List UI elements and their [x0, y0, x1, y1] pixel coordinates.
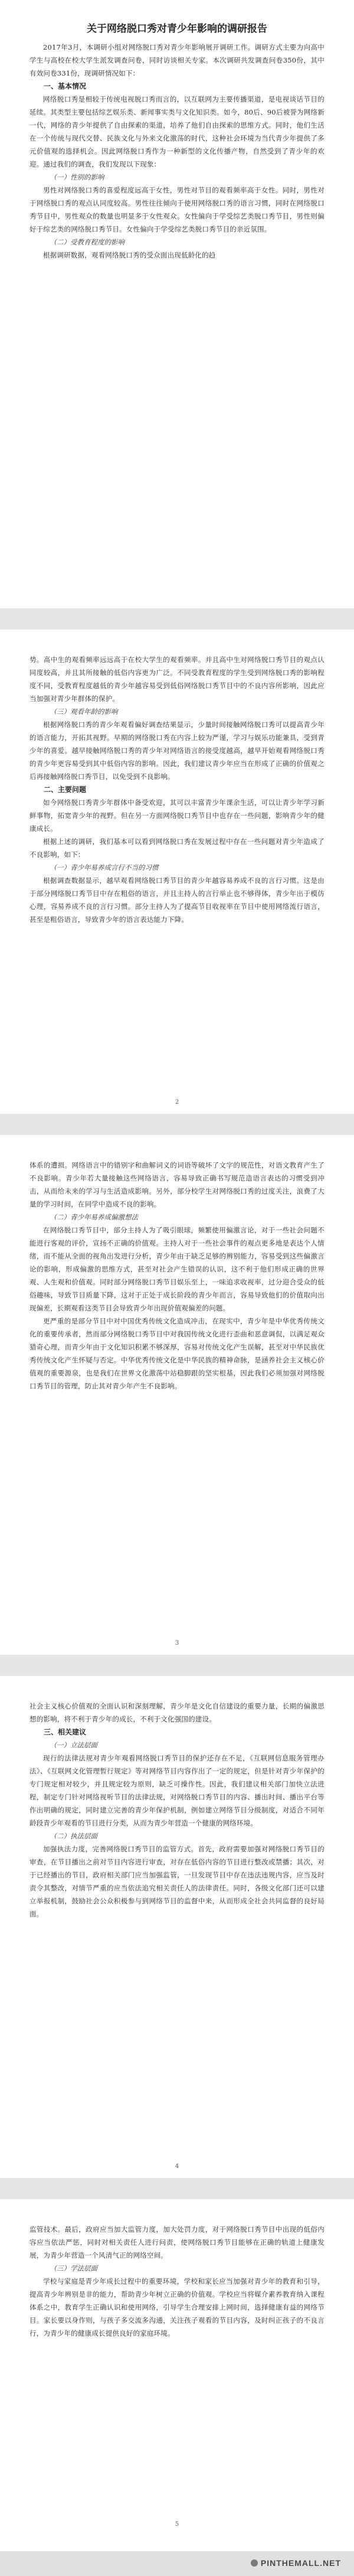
subheading-gender: （一）性别的影响 — [50, 173, 104, 181]
paragraph: 如今网络脱口秀青少年群体中备受欢迎，其可以丰富青少年课余生活，可以让青少年学习新鲜事物，拓宽青少年的视野。但在另一方面网络脱口秀节目中也存在一些问题，影响青少年的健康成长。 — [30, 798, 324, 833]
watermark-text: PINTHEMALL.NET — [260, 2558, 341, 2568]
subheading-enforcement: （二）执法层面 — [50, 1832, 97, 1840]
subheading-extreme-thoughts: （二）青少年易养成偏激想法 — [50, 1213, 138, 1221]
page-divider — [0, 1114, 354, 1135]
page-divider — [0, 2178, 354, 2199]
paragraph: 现行的法律法规对青少年观看网络脱口秀节目的保护还存在不足，《互联网信息服务管理办法》、《互联网文化管理暂行规定》等对网络节目内容作出了一定的规定，但是针对青少年保护的专门规定相对较少，并且规定较为原则，缺乏可操作性。因此，我们建议相关部门加快立法进程，制定专门针对网络视听节目的法律法规，对网络脱口秀节目的内容、播出时间、播出平台等作出明确的规定，同时建立完善的青少年保护机制，例如建立网络节目分级制度，对适合不同年龄段青少年观看的节目进行分类，从而为青少年营造一个健康的网络环境。 — [30, 1754, 324, 1827]
document-page-5 — [0, 2199, 354, 2551]
section-heading-problems: 二、主要问题 — [44, 785, 87, 794]
document-page-1 — [0, 0, 354, 608]
paragraph: 更严重的是部分节目中对中国优秀传统文化造成冲击，在现实中，青少年是中华优秀传统文化的重要传承者，然而部分网络脱口秀节目中对我国传统文化进行歪曲和恶意调侃，以满足观众猎奇心理，而青少年由于文化知识积累不够深厚，容易对传统文化产生误解，甚至对中华民族优秀传统文化产生怀疑与否定。中华优秀传统文化是中华民族的精神命脉，是涵养社会主义核心价值观的重要源泉，也是我们在世界文化激荡中站稳脚跟的坚实根基，因此我们必须加强对网络脱口秀节目的管理，防止其对青少年产生不良影响。 — [30, 1317, 324, 1390]
intro-paragraph: 2017年3月，本调研小组对网络脱口秀对青少年影响展开调研工作。调研方式主要为向高中学生与高校在校大学生派发调查问卷，同时访谈相关专家。本次调研共发调查问卷350份，其中有效问卷331份，现调研情况如下： — [30, 43, 324, 77]
paragraph: 社会主义核心价值观的全面认识和深刻理解，青少年是文化自信建设的重要力量，长期的偏激思想的影响，将不利于青少年的成长，不利于文化强国的建设。 — [30, 1702, 324, 1723]
page-number: 4 — [175, 2163, 179, 2170]
page-number: 3 — [175, 1640, 179, 1646]
document-page-2 — [0, 630, 354, 1114]
watermark-logo[interactable] — [251, 2558, 341, 2568]
paragraph: 根据网络脱口秀的青少年观看偏好调查结果显示，少量时间接触网络脱口秀可以提高青少年的语言能力，开拓其视野。早期的网络脱口秀在内容上较为严谨，学习与娱乐功能兼具，受到青少年的喜爱。越早接触网络脱口秀的青少年对网络语言的接受度越高，越早开始观看网络脱口秀的青少年更容易受到其中低俗内容的影响。因此，我们建议青少年应当在形成了正确的价值观之后再接触网络脱口秀节目，以免受到不良影响。 — [30, 720, 324, 781]
paragraph: 网络脱口秀是相较于传统电视脱口秀而言的，以互联网为主要传播渠道，是电视谈话节目的延续。其类型主要包括综艺娱乐类、新闻事实类与文化知识类。如今，80后、90后被誉为网络新一代，网络的青少年提供了自由探索的渠道，培养了他们自由探索的思维方式。同时，他们生活在一个传统与现代交替、民族文化与外来文化激荡的时代，这种社会环境为当代青少年提供了多元价值观的选择机会。因此网络脱口秀作为一种新型的文化传播产物，自然受到了青少年的欢迎。通过我们的调查，我们发现以下现象： — [30, 95, 324, 168]
watermark-bar — [0, 2551, 354, 2576]
paragraph: 根据上述的调研，我们基本可以看到网络脱口秀在发展过程中存在一些问题对青少年造成了不良影响，如下： — [30, 837, 324, 859]
page-divider — [0, 1655, 354, 1676]
section-heading-suggestions: 三、相关建议 — [44, 1728, 87, 1736]
page-divider — [0, 608, 354, 630]
paragraph: 学校与家庭是青少年成长过程中的重要环境，学校和家长应当加强对青少年的教育和引导，提高青少年辨别是非的能力，帮助青少年树立正确的价值观。学校应当将媒介素养教育纳入课程体系之中，教育学生正确认识和使用网络，引导学生合理安排上网时间，选择健康有益的网络节目。家长要以身作则，与孩子多交流多沟通，关注孩子观看的节目内容，及时纠正孩子的不良言行，为青少年的健康成长提供良好的家庭环境。 — [30, 2277, 324, 2337]
paragraph: 加强执法力度，完善网络脱口秀节目的监管方式。首先，政府需要加强对网络脱口秀节目的审查，在节目播出之前对节目内容进行审查，对存在低俗内容的节目进行整改或禁播；其次，对于已经播出的节目，政府相关部门应当加强监管，一旦发现节目中存在违法违规内容，应当及时责令其整改，对情节严重的应当依法追究相关责任人的法律责任。同时，各级文化部门还可以建立举报机制，鼓励社会公众积极参与到网络节目的监督中来，从而形成全社会共同监督的良好局面。 — [30, 1845, 324, 1918]
paragraph: 在网络脱口秀节目中，部分主持人为了吸引眼球，频繁使用偏激言论，对于一些社会问题不能进行客观的评价，宣扬不正确的价值观。主持人对于一些社会事件的观点更多地是表达个人情绪，而不能从全面的视角出发进行分析，青少年由于缺乏足够的辨别能力，容易受到这些偏激言论的影响，形成偏激的思维方式，甚至对社会产生错误的认识，这不利于他们形成正确的世界观、人生观和价值观。同时部分网络脱口秀节目娱乐至上，一味追求收视率，过分迎合受众的低俗趣味，导致节目质量下降，这对于正处于成长阶段的青少年而言，容易导致他们的价值取向出现偏差，长期观看这类节目会导致青少年出现价值观偏差的问题。 — [30, 1226, 324, 1312]
paragraph: 势。高中生的观看频率远远高于在校大学生的观看频率。并且高中生对网络脱口秀节目的观点认同度较高，并且其所接触的低俗内容更为广泛。不同受教育程度的学生受到网络脱口秀的影响程度不同，受教育程度越低的青少年越容易受到低俗网络脱口秀节目中的不良内容所影响，因此应当加强对青少年群体的保护。 — [30, 656, 324, 703]
document-title: 关于网络脱口秀对青少年影响的调研报告 — [87, 23, 267, 35]
pin-icon — [251, 2559, 258, 2567]
paragraph: 根据调研数据，观看网络脱口秀的受众面出现低龄化的趋 — [43, 251, 216, 259]
subheading-legislation: （一）立法层面 — [50, 1741, 97, 1749]
subheading-habits: （一）青少年易养成言行不当的习惯 — [50, 863, 159, 872]
document-page-4 — [0, 1676, 354, 2178]
paragraph: 男性对网络脱口秀的喜爱程度远高于女性，男性对节目的观看频率高于女性。同时，男性对于网络脱口秀的观点认同度较高。男性往往倾向于使用网络脱口秀的语言习惯，同时在网络脱口秀节目中，男性观众的数量也明显多于女性观众。女性偏向于学受综艺类脱口秀节目，男性则偏好于综艺类的网络脱口秀节目。女性偏向于学受综艺类脱口秀节目的亲近氛围。 — [30, 186, 324, 233]
page-number: 5 — [175, 2521, 179, 2528]
paragraph: 监管技术。最后，政府应当加大监管力度，加大处罚力度，对于网络脱口秀节目中出现的低俗内容应当依法严惩，同时对相关责任人进行问责，使网络脱口秀节目能够在正确的轨道上健康发展，为青少年营造一个风清气正的网络空间。 — [30, 2225, 324, 2259]
paragraph: 体系的遭损。网络语言中的错别字和曲解词义的词语等破坏了文字的规范性，对语文教育产生了不良影响。青少年若大量接触这些网络语言，容易导致正确书写规范造语言表达的习惯受到冲击，从而给未来的学习与生活造成影响。另外，部分校学生对网络脱口秀的过度关注，浪费了大量的学习时间，在同学中造成不良的影响。 — [30, 1161, 324, 1208]
subheading-education-level: （三）学法层面 — [50, 2264, 97, 2272]
subheading-education: （二）受教育程度的影响 — [50, 238, 124, 246]
subheading-age: （三）观看年龄的影响 — [50, 707, 118, 716]
paragraph: 根据调查数据显示，越早观看网络脱口秀节目的青少年越容易养成不良的言行习惯。这是由于部分网络脱口秀节目中存在粗俗的语言，并且主持人的言行举止也不够得体，青少年出于模仿心理，容易养成不良的言行习惯。部分主持人为了提高节目收视率在节目中使用网络流行语言，甚至是粗俗语言，导致青少年的语言表达能力下降。 — [30, 876, 324, 924]
page-number: 2 — [175, 1099, 179, 1106]
section-heading-basic: 一、基本情况 — [44, 82, 87, 90]
document-page-3 — [0, 1135, 354, 1655]
